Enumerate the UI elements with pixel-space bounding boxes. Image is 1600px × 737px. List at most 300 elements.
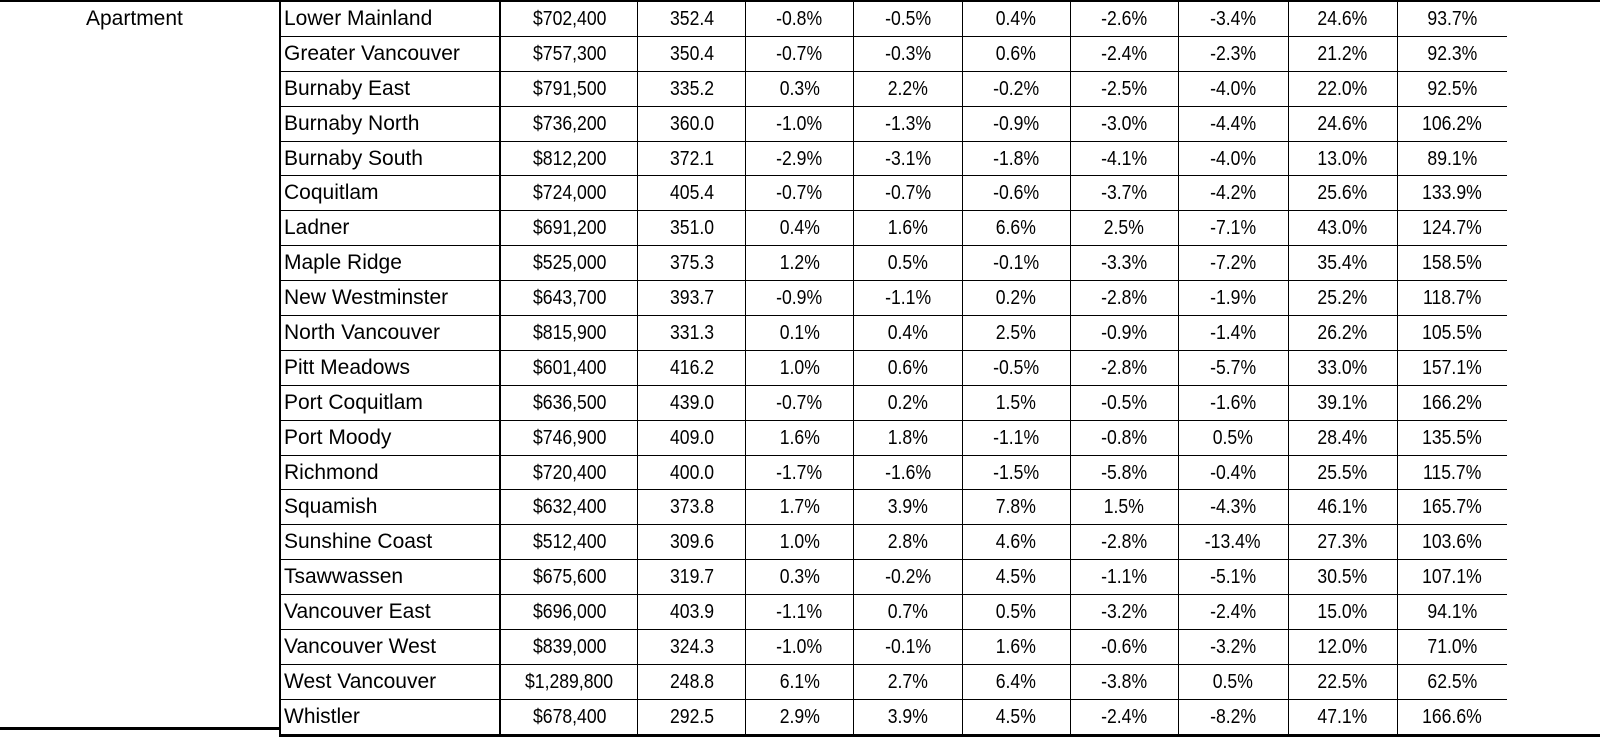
change-1-month-value: -0.8% — [776, 7, 823, 30]
change-1-year-value: -0.8% — [1101, 426, 1148, 449]
property-type-cell — [0, 0, 279, 730]
area-name-cell: Burnaby South — [280, 141, 500, 176]
benchmark-price-value: $746,900 — [532, 426, 607, 449]
change-10-year-value: 107.1% — [1422, 566, 1483, 589]
change-10-year-cell — [1397, 281, 1507, 316]
change-3-year-cell — [1178, 595, 1288, 630]
price-index-cell — [638, 36, 745, 71]
change-3-month-value: 0.2% — [887, 391, 928, 414]
change-1-year-value: -3.2% — [1101, 601, 1148, 624]
change-6-month-value: 0.2% — [996, 287, 1037, 310]
change-3-month-value: -3.1% — [884, 147, 931, 170]
change-1-year-cell — [1070, 525, 1178, 560]
change-5-year-cell — [1288, 560, 1397, 595]
change-6-month-value: 1.6% — [996, 635, 1037, 658]
change-3-month-cell — [854, 211, 962, 246]
change-1-month-cell — [745, 525, 853, 560]
area-name-cell: Burnaby North — [280, 106, 500, 141]
change-3-year-cell — [1178, 141, 1288, 176]
change-1-year-value: -0.6% — [1101, 635, 1148, 658]
change-5-year-value: 24.6% — [1317, 112, 1368, 135]
change-1-year-cell — [1070, 560, 1178, 595]
change-3-year-value: -0.4% — [1210, 461, 1257, 484]
table-row — [280, 385, 1600, 420]
benchmark-price-value: $636,500 — [532, 391, 607, 414]
change-5-year-value: 25.2% — [1317, 287, 1368, 310]
change-1-year-cell — [1070, 316, 1178, 351]
table-row — [280, 106, 1600, 141]
change-1-month-value: 1.0% — [779, 356, 820, 379]
benchmark-price-cell — [500, 595, 638, 630]
change-6-month-cell — [962, 385, 1070, 420]
price-index-cell — [638, 420, 745, 455]
change-1-year-cell — [1070, 664, 1178, 699]
table-row — [280, 664, 1600, 699]
change-6-month-value: -0.5% — [993, 356, 1040, 379]
benchmark-price-value: $675,600 — [532, 566, 607, 589]
change-1-year-cell — [1070, 246, 1178, 281]
change-10-year-cell — [1397, 176, 1507, 211]
benchmark-price-cell — [500, 176, 638, 211]
change-5-year-cell — [1288, 141, 1397, 176]
change-1-month-cell — [745, 699, 853, 735]
area-name-cell: North Vancouver — [280, 316, 500, 351]
change-6-month-cell — [962, 490, 1070, 525]
change-10-year-cell — [1397, 455, 1507, 490]
change-10-year-value: 62.5% — [1427, 670, 1478, 693]
change-10-year-value: 71.0% — [1427, 635, 1478, 658]
change-1-month-cell — [745, 350, 853, 385]
table-row — [280, 630, 1600, 665]
change-6-month-value: -1.5% — [993, 461, 1040, 484]
change-10-year-value: 93.7% — [1427, 7, 1478, 30]
benchmark-price-value: $724,000 — [532, 182, 607, 205]
change-5-year-cell — [1288, 420, 1397, 455]
change-6-month-value: -0.9% — [993, 112, 1040, 135]
change-6-month-value: 4.5% — [996, 705, 1037, 728]
benchmark-price-value: $696,000 — [532, 601, 607, 624]
change-3-year-cell — [1178, 699, 1288, 735]
benchmark-price-cell — [500, 560, 638, 595]
table-body — [280, 1, 1600, 735]
change-3-month-value: 2.2% — [887, 77, 928, 100]
change-3-month-value: 0.4% — [887, 321, 928, 344]
change-6-month-value: 6.6% — [996, 217, 1037, 240]
change-6-month-value: 0.5% — [996, 601, 1037, 624]
change-1-year-cell — [1070, 595, 1178, 630]
change-1-month-value: 1.7% — [779, 496, 820, 519]
change-6-month-cell — [962, 630, 1070, 665]
change-3-year-value: -4.3% — [1210, 496, 1257, 519]
change-5-year-cell — [1288, 106, 1397, 141]
change-3-month-value: -1.3% — [884, 112, 931, 135]
change-5-year-cell — [1288, 455, 1397, 490]
change-3-month-cell — [854, 560, 962, 595]
change-1-year-cell — [1070, 385, 1178, 420]
change-3-month-value: 0.7% — [887, 601, 928, 624]
table-row — [280, 455, 1600, 490]
change-5-year-value: 15.0% — [1317, 601, 1368, 624]
benchmark-price-cell — [500, 455, 638, 490]
area-name-cell: New Westminster — [280, 281, 500, 316]
change-1-month-value: 1.2% — [779, 252, 820, 275]
change-5-year-cell — [1288, 316, 1397, 351]
change-5-year-value: 22.5% — [1317, 670, 1368, 693]
price-index-value: 335.2 — [669, 77, 714, 100]
change-3-year-cell — [1178, 281, 1288, 316]
change-1-year-value: -3.8% — [1101, 670, 1148, 693]
change-1-year-cell — [1070, 420, 1178, 455]
area-name-cell: Tsawwassen — [280, 560, 500, 595]
change-3-year-value: -2.4% — [1210, 601, 1257, 624]
change-3-year-value: -4.4% — [1210, 112, 1257, 135]
change-1-month-value: 0.3% — [779, 77, 820, 100]
benchmark-price-cell — [500, 281, 638, 316]
change-3-month-value: 3.9% — [887, 705, 928, 728]
area-name-cell: Pitt Meadows — [280, 350, 500, 385]
benchmark-price-cell — [500, 36, 638, 71]
area-name-cell: Maple Ridge — [280, 246, 500, 281]
change-1-year-cell — [1070, 630, 1178, 665]
area-name-cell: Vancouver East — [280, 595, 500, 630]
change-10-year-value: 157.1% — [1422, 356, 1483, 379]
change-6-month-cell — [962, 71, 1070, 106]
change-1-year-value: -2.8% — [1101, 356, 1148, 379]
change-5-year-value: 21.2% — [1317, 42, 1368, 65]
table-row — [280, 316, 1600, 351]
table-row — [280, 176, 1600, 211]
change-3-year-value: -3.4% — [1210, 7, 1257, 30]
benchmark-price-cell — [500, 350, 638, 385]
change-1-year-cell — [1070, 36, 1178, 71]
price-index-value: 375.3 — [669, 252, 714, 275]
change-10-year-cell — [1397, 350, 1507, 385]
change-3-year-value: -1.9% — [1210, 287, 1257, 310]
change-3-month-value: -0.5% — [884, 7, 931, 30]
change-1-year-value: 1.5% — [1104, 496, 1145, 519]
change-3-month-cell — [854, 664, 962, 699]
benchmark-price-cell — [500, 316, 638, 351]
change-3-month-value: -0.1% — [884, 635, 931, 658]
change-3-year-value: -4.2% — [1210, 182, 1257, 205]
change-10-year-cell — [1397, 630, 1507, 665]
change-3-year-value: -5.7% — [1210, 356, 1257, 379]
price-index-value: 372.1 — [669, 147, 714, 170]
price-index-cell — [638, 246, 745, 281]
change-1-month-cell — [745, 1, 853, 36]
change-1-month-cell — [745, 420, 853, 455]
change-6-month-cell — [962, 420, 1070, 455]
change-3-month-cell — [854, 246, 962, 281]
change-6-month-value: 0.6% — [996, 42, 1037, 65]
table-row — [280, 246, 1600, 281]
area-name-cell: Richmond — [280, 455, 500, 490]
change-5-year-value: 47.1% — [1317, 705, 1368, 728]
price-index-value: 350.4 — [669, 42, 714, 65]
change-3-month-cell — [854, 420, 962, 455]
change-10-year-value: 115.7% — [1423, 461, 1482, 484]
table-row — [280, 420, 1600, 455]
change-1-month-cell — [745, 630, 853, 665]
change-10-year-value: 124.7% — [1422, 217, 1483, 240]
change-1-year-value: -5.8% — [1101, 461, 1148, 484]
benchmark-price-value: $736,200 — [532, 112, 607, 135]
benchmark-price-value: $1,289,800 — [525, 670, 614, 693]
change-1-year-cell — [1070, 1, 1178, 36]
change-1-month-cell — [745, 385, 853, 420]
change-5-year-cell — [1288, 350, 1397, 385]
change-3-month-cell — [854, 176, 962, 211]
change-5-year-value: 26.2% — [1317, 321, 1368, 344]
table-row — [280, 1, 1600, 36]
price-index-cell — [638, 71, 745, 106]
change-3-year-cell — [1178, 630, 1288, 665]
change-1-month-cell — [745, 455, 853, 490]
price-index-cell — [638, 350, 745, 385]
price-index-cell — [638, 455, 745, 490]
change-10-year-value: 94.1% — [1427, 601, 1478, 624]
change-3-month-value: 1.8% — [887, 426, 928, 449]
change-1-year-cell — [1070, 176, 1178, 211]
change-10-year-cell — [1397, 106, 1507, 141]
change-10-year-value: 92.5% — [1427, 77, 1478, 100]
change-3-year-cell — [1178, 525, 1288, 560]
price-index-value: 373.8 — [669, 496, 714, 519]
price-index-cell — [638, 490, 745, 525]
price-index-cell — [638, 141, 745, 176]
change-1-month-value: -1.0% — [776, 635, 823, 658]
change-1-month-value: 1.0% — [779, 531, 820, 554]
change-10-year-value: 103.6% — [1422, 531, 1483, 554]
price-index-value: 309.6 — [669, 531, 714, 554]
change-1-year-cell — [1070, 71, 1178, 106]
change-10-year-value: 166.2% — [1422, 391, 1483, 414]
change-5-year-cell — [1288, 1, 1397, 36]
change-6-month-cell — [962, 699, 1070, 735]
change-3-month-value: -1.1% — [884, 287, 931, 310]
change-6-month-cell — [962, 281, 1070, 316]
change-3-year-value: -5.1% — [1210, 566, 1257, 589]
change-6-month-cell — [962, 316, 1070, 351]
change-1-year-cell — [1070, 106, 1178, 141]
change-6-month-cell — [962, 560, 1070, 595]
change-3-year-cell — [1178, 316, 1288, 351]
area-name-cell: Whistler — [280, 699, 500, 735]
change-1-month-value: 0.4% — [779, 217, 820, 240]
price-index-value: 360.0 — [669, 112, 714, 135]
change-3-year-cell — [1178, 106, 1288, 141]
change-1-month-cell — [745, 281, 853, 316]
change-10-year-value: 105.5% — [1422, 321, 1483, 344]
change-3-month-value: -0.2% — [884, 566, 931, 589]
price-index-cell — [638, 595, 745, 630]
price-index-value: 352.4 — [669, 7, 714, 30]
change-5-year-value: 39.1% — [1317, 391, 1368, 414]
change-6-month-value: 6.4% — [996, 670, 1037, 693]
price-index-cell — [638, 699, 745, 735]
change-6-month-value: 2.5% — [996, 321, 1037, 344]
change-3-year-value: 0.5% — [1213, 426, 1254, 449]
change-1-month-cell — [745, 176, 853, 211]
change-3-year-cell — [1178, 36, 1288, 71]
price-index-value: 292.5 — [669, 705, 714, 728]
price-index-value: 351.0 — [669, 217, 714, 240]
change-1-month-value: 2.9% — [779, 705, 820, 728]
property-type-label: Apartment — [86, 7, 183, 30]
change-1-year-value: -2.4% — [1101, 42, 1148, 65]
change-10-year-cell — [1397, 1, 1507, 36]
change-10-year-cell — [1397, 141, 1507, 176]
table-row — [280, 560, 1600, 595]
benchmark-price-cell — [500, 664, 638, 699]
benchmark-price-value: $839,000 — [532, 635, 607, 658]
price-table — [279, 0, 1600, 737]
benchmark-price-cell — [500, 141, 638, 176]
table-row — [280, 595, 1600, 630]
price-index-value: 409.0 — [669, 426, 714, 449]
benchmark-price-cell — [500, 525, 638, 560]
change-1-month-cell — [745, 316, 853, 351]
area-name-cell: West Vancouver — [280, 664, 500, 699]
change-10-year-cell — [1397, 71, 1507, 106]
area-name-cell: Squamish — [280, 490, 500, 525]
table-row — [280, 699, 1600, 735]
table-row — [280, 490, 1600, 525]
change-5-year-value: 25.6% — [1317, 182, 1368, 205]
area-name-cell: Port Moody — [280, 420, 500, 455]
change-3-year-value: -2.3% — [1210, 42, 1257, 65]
price-index-value: 405.4 — [669, 182, 714, 205]
area-name-cell: Burnaby East — [280, 71, 500, 106]
change-3-month-value: 3.9% — [887, 496, 928, 519]
change-3-month-cell — [854, 106, 962, 141]
change-6-month-cell — [962, 455, 1070, 490]
change-5-year-cell — [1288, 71, 1397, 106]
change-3-month-value: 2.8% — [887, 531, 928, 554]
change-1-month-value: -1.0% — [776, 112, 823, 135]
price-index-cell — [638, 316, 745, 351]
change-6-month-value: 4.5% — [996, 566, 1037, 589]
price-index-value: 319.7 — [669, 566, 714, 589]
change-5-year-cell — [1288, 281, 1397, 316]
change-1-month-value: 1.6% — [779, 426, 820, 449]
change-5-year-cell — [1288, 246, 1397, 281]
change-3-year-cell — [1178, 455, 1288, 490]
change-3-year-cell — [1178, 385, 1288, 420]
change-1-month-cell — [745, 211, 853, 246]
change-1-month-value: 0.3% — [779, 566, 820, 589]
price-index-value: 403.9 — [669, 601, 714, 624]
change-3-month-value: -0.7% — [884, 182, 931, 205]
change-5-year-value: 33.0% — [1317, 356, 1368, 379]
change-3-year-value: -4.0% — [1210, 147, 1257, 170]
table-row — [280, 350, 1600, 385]
change-3-year-value: -1.4% — [1210, 321, 1257, 344]
change-1-year-value: -3.3% — [1101, 252, 1148, 275]
change-1-month-value: -0.7% — [776, 391, 823, 414]
change-1-year-value: -0.9% — [1101, 321, 1148, 344]
change-5-year-cell — [1288, 385, 1397, 420]
change-3-year-value: 0.5% — [1213, 670, 1254, 693]
change-1-year-value: -3.7% — [1101, 182, 1148, 205]
area-name-cell: Port Coquitlam — [280, 385, 500, 420]
area-name-cell: Sunshine Coast — [280, 525, 500, 560]
change-3-year-value: -7.1% — [1210, 217, 1257, 240]
table-row — [280, 141, 1600, 176]
change-6-month-cell — [962, 595, 1070, 630]
table-row — [280, 211, 1600, 246]
change-1-month-value: -0.7% — [776, 182, 823, 205]
change-6-month-cell — [962, 525, 1070, 560]
change-10-year-value: 165.7% — [1422, 496, 1483, 519]
benchmark-price-value: $632,400 — [532, 496, 607, 519]
change-1-month-cell — [745, 71, 853, 106]
change-1-month-cell — [745, 664, 853, 699]
price-index-value: 400.0 — [669, 461, 714, 484]
change-3-month-cell — [854, 490, 962, 525]
benchmark-price-cell — [500, 385, 638, 420]
change-3-month-cell — [854, 350, 962, 385]
benchmark-price-value: $601,400 — [532, 356, 607, 379]
change-3-month-cell — [854, 385, 962, 420]
change-3-year-value: -1.6% — [1210, 391, 1257, 414]
price-index-cell — [638, 525, 745, 560]
change-5-year-value: 46.1% — [1317, 496, 1368, 519]
change-10-year-cell — [1397, 560, 1507, 595]
change-3-year-value: -8.2% — [1210, 705, 1257, 728]
change-5-year-cell — [1288, 490, 1397, 525]
change-1-year-cell — [1070, 350, 1178, 385]
change-3-month-value: 2.7% — [887, 670, 928, 693]
change-10-year-value: 118.7% — [1423, 287, 1482, 310]
change-10-year-cell — [1397, 664, 1507, 699]
change-1-year-value: -2.5% — [1101, 77, 1148, 100]
change-3-year-value: -4.0% — [1210, 77, 1257, 100]
change-6-month-value: -0.6% — [993, 182, 1040, 205]
change-5-year-value: 43.0% — [1317, 217, 1368, 240]
change-3-year-cell — [1178, 490, 1288, 525]
change-6-month-cell — [962, 106, 1070, 141]
change-5-year-cell — [1288, 595, 1397, 630]
table-row — [280, 36, 1600, 71]
change-6-month-cell — [962, 664, 1070, 699]
change-3-month-cell — [854, 455, 962, 490]
change-1-year-value: -0.5% — [1101, 391, 1148, 414]
change-6-month-cell — [962, 36, 1070, 71]
change-6-month-value: -1.8% — [993, 147, 1040, 170]
change-6-month-cell — [962, 246, 1070, 281]
change-5-year-value: 13.0% — [1317, 147, 1368, 170]
benchmark-price-cell — [500, 71, 638, 106]
change-1-year-value: -1.1% — [1101, 566, 1148, 589]
change-3-year-cell — [1178, 420, 1288, 455]
change-5-year-value: 12.0% — [1317, 635, 1368, 658]
change-10-year-cell — [1397, 595, 1507, 630]
change-3-year-cell — [1178, 71, 1288, 106]
change-10-year-value: 166.6% — [1422, 705, 1483, 728]
price-index-value: 331.3 — [669, 321, 714, 344]
change-1-month-value: -2.9% — [776, 147, 823, 170]
benchmark-price-cell — [500, 490, 638, 525]
benchmark-price-value: $815,900 — [532, 321, 607, 344]
change-6-month-cell — [962, 211, 1070, 246]
change-5-year-value: 28.4% — [1317, 426, 1368, 449]
price-index-value: 416.2 — [669, 356, 714, 379]
change-3-month-cell — [854, 141, 962, 176]
change-1-month-value: -1.1% — [776, 601, 823, 624]
change-1-year-value: -2.8% — [1101, 287, 1148, 310]
change-3-month-value: 0.6% — [887, 356, 928, 379]
